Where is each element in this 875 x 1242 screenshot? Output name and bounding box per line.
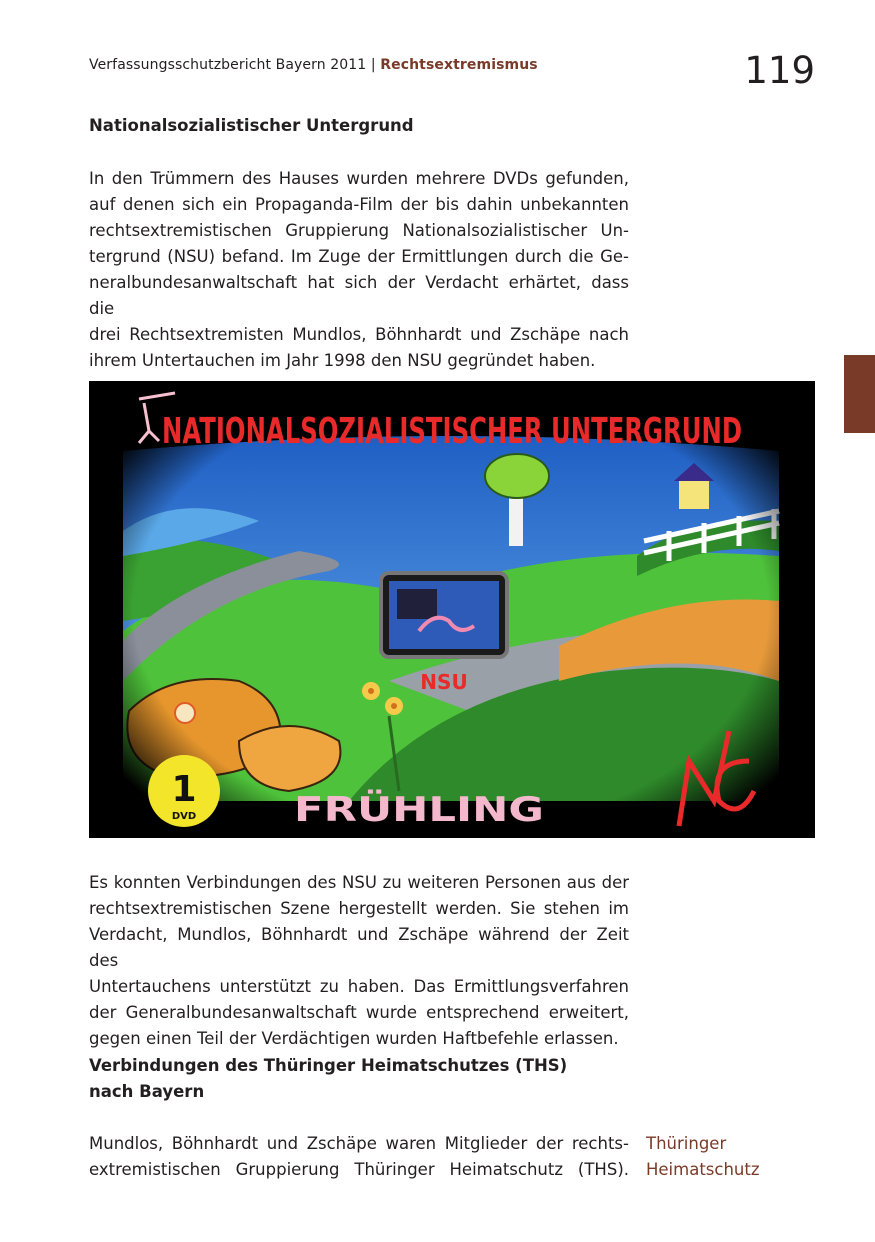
video-thumbnail <box>381 573 507 657</box>
text-line: der Generalbundesanwaltschaft wurde entsprechend erweitert, <box>89 1003 629 1022</box>
section-heading-ths <box>89 1053 567 1105</box>
text-line: Verdacht, Mundlos, Böhnhardt und Zschäpe während der Zeit des <box>89 925 629 970</box>
text-line: extremistischen Gruppierung Thüringer Heimatschutz (THS). <box>89 1160 629 1179</box>
paragraph-connections <box>89 870 629 1052</box>
paragraph-ths <box>89 1131 629 1183</box>
text-line: gegen einen Teil der Verdächtigen wurden Haftbefehle erlassen. <box>89 1029 619 1048</box>
page-number: 119 <box>744 49 815 92</box>
text-line: ihrem Untertauchen im Jahr 1998 den NSU gegründet haben. <box>89 351 596 370</box>
chapter-tab-marker <box>844 355 875 433</box>
dvd-disc-badge <box>148 755 220 827</box>
text-line: rechtsextremistischen Szene hergestellt werden. Sie stehen im <box>89 899 629 918</box>
text-line: Es konnten Verbindungen des NSU zu weiteren Personen aus der <box>89 873 629 892</box>
disc-number: 1 <box>171 769 197 810</box>
text-line: rechtsextremistischen Gruppierung Nationalsozialistischer Un- <box>89 221 629 240</box>
section-heading-nsu: Nationalsozialistischer Untergrund <box>89 116 414 135</box>
banner-title: NATIONALSOZIALISTISCHER UNTERGRUND <box>162 411 742 452</box>
nsu-label: NSU <box>420 670 468 694</box>
text-line: auf denen sich ein Propaganda-Film der bis dahin unbekannten <box>89 195 629 214</box>
disc-label: DVD <box>171 811 197 822</box>
page-header <box>89 57 538 73</box>
text-line: neralbundesanwaltschaft hat sich der Verdacht erhärtet, dass die <box>89 273 629 318</box>
margin-note-ths <box>646 1131 760 1183</box>
section-title: Rechtsextremismus <box>380 57 538 73</box>
heading-line: nach Bayern <box>89 1082 205 1101</box>
paragraph-intro <box>89 166 629 374</box>
heading-line: Verbindungen des Thüringer Heimatschutzes (THS) <box>89 1056 568 1075</box>
margin-note-line: Heimatschutz <box>646 1160 760 1179</box>
text-line: Untertauchens unterstützt zu haben. Das Ermittlungsverfahren <box>89 977 629 996</box>
publication-title: Verfassungsschutzbericht Bayern 2011 <box>89 57 367 73</box>
season-title: FRÜHLING <box>294 790 491 830</box>
text-line: In den Trümmern des Hauses wurden mehrere DVDs gefunden, <box>89 169 629 188</box>
header-separator: | <box>370 57 376 73</box>
nsu-dvd-cover-image <box>89 381 815 838</box>
text-line: Mundlos, Böhnhardt und Zschäpe waren Mitglieder der rechts- <box>89 1134 629 1153</box>
text-line: tergrund (NSU) befand. Im Zuge der Ermittlungen durch die Ge- <box>89 247 629 266</box>
text-line: drei Rechtsextremisten Mundlos, Böhnhardt und Zschäpe nach <box>89 325 629 344</box>
margin-note-line: Thüringer <box>646 1134 727 1153</box>
